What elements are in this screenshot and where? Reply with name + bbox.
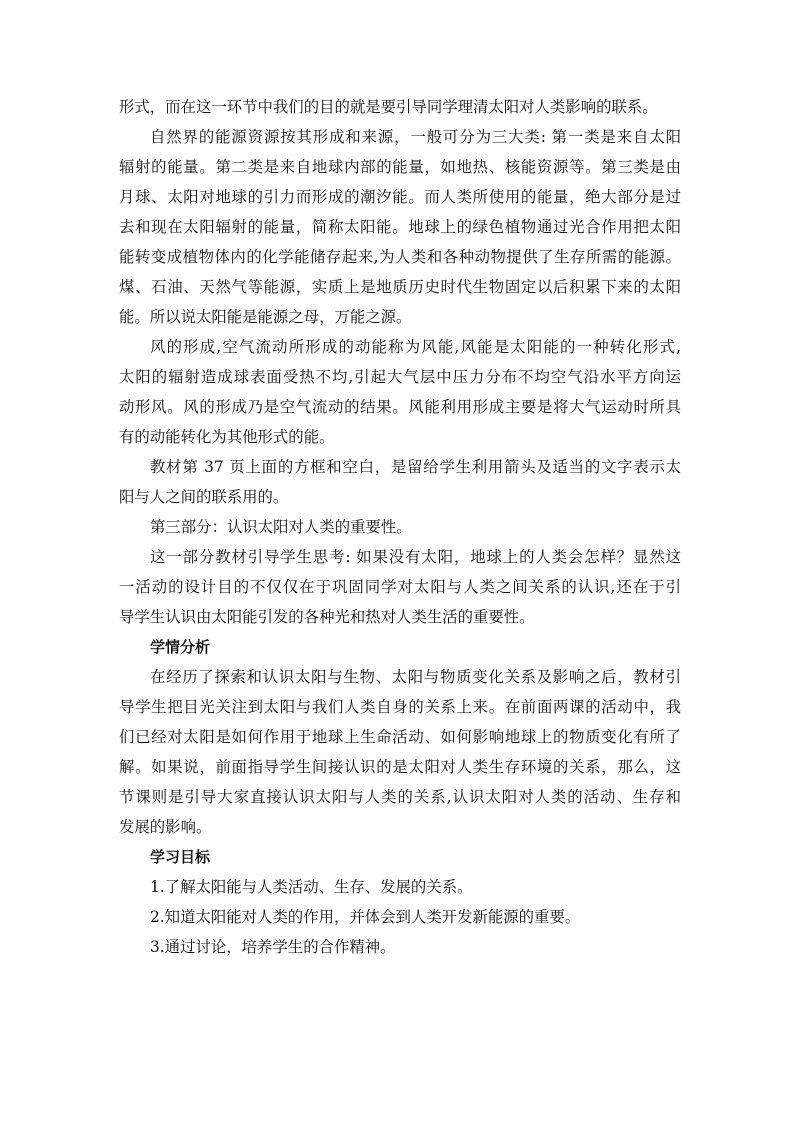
objective-item: 3.通过讨论，培养学生的合作精神。: [150, 938, 396, 956]
paragraph-line: 去和现在太阳辐射的能量，简称太阳能。地球上的绿色植物通过光合作用把太阳: [119, 218, 681, 236]
paragraph-line: 有的动能转化为其他形式的能。: [119, 428, 335, 446]
paragraph-line: 煤、石油、天然气等能源，实质上是地质历史时代生物固定以后积累下来的太阳: [119, 278, 681, 296]
paragraph-line: 在经历了探索和认识太阳与生物、太阳与物质变化关系及影响之后，教材引: [150, 668, 681, 686]
paragraph-line: 能转变成植物体内的化学能储存起来,为人类和各种动物提供了生存所需的能源。: [119, 248, 681, 266]
paragraph-line: 阳与人之间的联系用的。: [119, 488, 289, 506]
section-heading-analysis: 学情分析: [150, 638, 211, 656]
objective-item: 2.知道太阳能对人类的作用，并体会到人类开发新能源的重要。: [150, 908, 581, 926]
paragraph-line: 教材第 37 页上面的方框和空白，是留给学生利用箭头及适当的文字表示太: [150, 458, 681, 476]
objective-item: 1.了解太阳能与人类活动、生存、发展的关系。: [150, 878, 473, 896]
paragraph-line: 太阳的辐射造成球表面受热不均,引起大气层中压力分布不均空气沿水平方向运: [119, 368, 681, 386]
paragraph-line: 节课则是引导大家直接认识太阳与人类的关系,认识太阳对人类的活动、生存和: [119, 788, 681, 806]
paragraph-line: 解。如果说，前面指导学生间接认识的是太阳对人类生存环境的关系，那么，这: [119, 758, 681, 776]
section-label: 第三部分：认识太阳对人类的重要性。: [150, 518, 412, 536]
document-page: [119, 92, 681, 962]
paragraph-line: 风的形成,空气流动所形成的动能称为风能,风能是太阳能的一种转化形式,: [150, 338, 681, 356]
paragraph-line: 能。所以说太阳能是能源之母，万能之源。: [119, 308, 412, 326]
paragraph-line: 导学生认识由太阳能引发的各种光和热对人类生活的重要性。: [119, 608, 535, 626]
paragraph-line: 月球、太阳对地球的引力而形成的潮汐能。而人类所使用的能量，绝大部分是过: [119, 188, 681, 206]
paragraph-line: 发展的影响。: [119, 818, 212, 836]
paragraph-line: 们已经对太阳是如何作用于地球上生命活动、如何影响地球上的物质变化有所了: [119, 728, 681, 746]
paragraph-line: 导学生把目光关注到太阳与我们人类自身的关系上来。在前面两课的活动中，我: [119, 698, 681, 716]
section-heading-objectives: 学习目标: [150, 848, 211, 866]
paragraph-line: 形式，而在这一环节中我们的目的就是要引导同学理清太阳对人类影响的联系。: [119, 98, 658, 116]
paragraph-line: 自然界的能源资源按其形成和来源，一般可分为三大类: 第一类是来自太阳: [150, 128, 681, 146]
paragraph-line: 辐射的能量。第二类是来自地球内部的能量，如地热、核能资源等。第三类是由: [119, 158, 681, 176]
paragraph-line: 这一部分教材引导学生思考: 如果没有太阳，地球上的人类会怎样？显然这: [150, 548, 681, 566]
paragraph-line: 动形风。风的形成乃是空气流动的结果。风能利用形成主要是将大气运动时所具: [119, 398, 681, 416]
paragraph-line: 一活动的设计目的不仅仅在于巩固同学对太阳与人类之间关系的认识,还在于引: [119, 578, 681, 596]
